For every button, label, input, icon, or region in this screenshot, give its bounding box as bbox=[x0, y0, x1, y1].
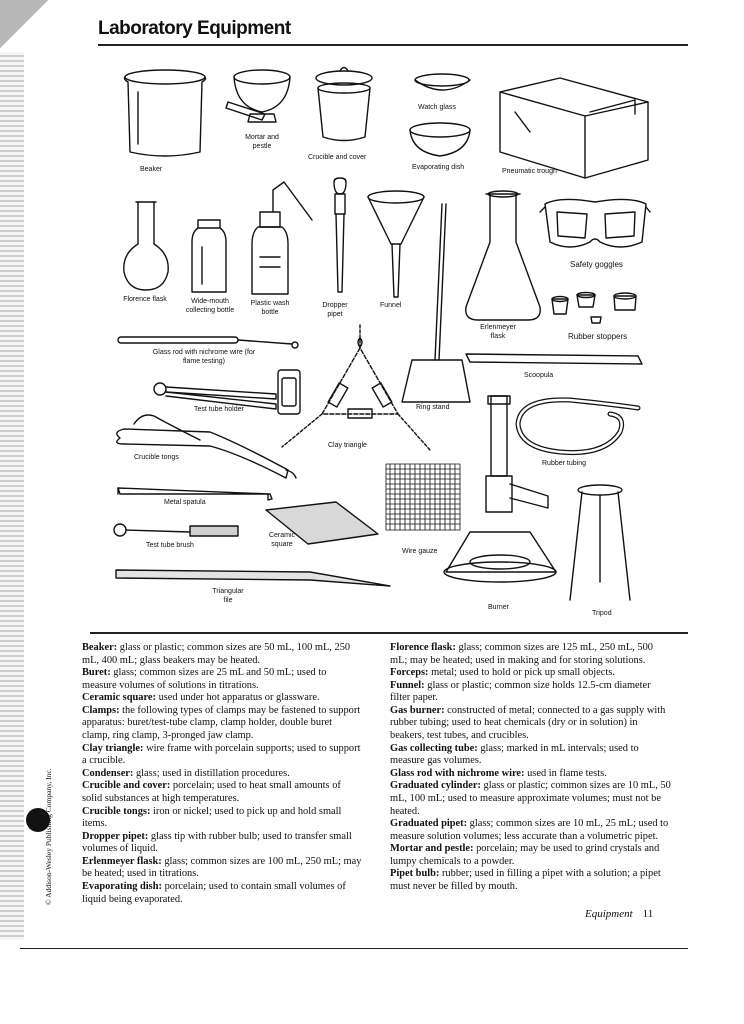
glossary-entry: Clamps: the following types of clamps may be fastened to support apparatus: buret/test-tube clamp, clamp holder, double buret clamp, ring clamp, 3-pronged jaw clamp. bbox=[82, 704, 361, 742]
clay-triangle-drawing bbox=[282, 324, 430, 450]
footer-section: Equipment bbox=[585, 908, 633, 920]
label-tripod: Tripod bbox=[592, 610, 612, 617]
wide-mouth-bottle-drawing bbox=[192, 220, 226, 292]
glossary-entry: Buret: glass; common sizes are 25 mL and 50 mL; used to measure volumes of solutions in titrations. bbox=[82, 667, 327, 691]
copyright-notice: © Addison-Wesley Publishing Company, Inc. bbox=[44, 768, 53, 905]
label-watch-glass: Watch glass bbox=[418, 104, 456, 111]
rubber-tubing-drawing bbox=[518, 400, 638, 453]
glossary-entry: Dropper pipet: glass tip with rubber bulb; used to transfer small volumes of liquid. bbox=[82, 830, 352, 855]
folded-corner bbox=[0, 0, 52, 52]
ring-stand-drawing bbox=[402, 204, 470, 402]
crucible-drawing bbox=[316, 68, 372, 141]
equipment-illustration bbox=[90, 52, 690, 624]
erlenmeyer-drawing bbox=[466, 191, 541, 320]
label-test-tube-holder: Test tube holder bbox=[194, 406, 244, 413]
burner-drawing bbox=[444, 396, 556, 582]
glossary-entry: Mortar and pestle: porcelain; may be used to grind crystals and lumpy chemicals to a powder. bbox=[390, 843, 660, 867]
label-mortar: Mortar and pestle bbox=[245, 134, 279, 150]
scoopula-drawing bbox=[466, 354, 642, 364]
glossary-entry: Crucible and cover: porcelain; used to heat small amounts of solid substances at high temperatures. bbox=[82, 780, 341, 804]
label-scoopula: Scoopula bbox=[524, 372, 554, 379]
glass-rod-drawing bbox=[118, 337, 298, 348]
label-crucible-tongs: Crucible tongs bbox=[134, 454, 179, 461]
glossary-entry: Gas collecting tube: glass; marked in mL intervals; used to measure gas volumes. bbox=[390, 742, 639, 767]
section-rule bbox=[90, 632, 688, 634]
label-crucible: Crucible and cover bbox=[308, 154, 367, 161]
label-evaporating-dish: Evaporating dish bbox=[412, 164, 465, 171]
label-triangular-file: Triangular file bbox=[212, 588, 244, 604]
beaker-drawing bbox=[124, 70, 205, 156]
label-florence-flask: Florence flask bbox=[123, 296, 167, 303]
label-funnel: Funnel bbox=[380, 302, 402, 309]
label-erlenmeyer: Erlenmeyer flask bbox=[480, 324, 516, 340]
glossary-entry: Ceramic square: used under hot apparatus or glassware. bbox=[82, 692, 320, 704]
glossary-entry: Crucible tongs: iron or nickel; used to pick up and hold small items. bbox=[82, 805, 342, 830]
glossary-entry: Forceps: metal; used to hold or pick up small objects. bbox=[390, 667, 615, 679]
stoppers-drawing bbox=[552, 293, 636, 324]
label-wire-gauze: Wire gauze bbox=[402, 548, 438, 555]
label-test-tube-brush: Test tube brush bbox=[146, 542, 194, 549]
glossary-entry: Beaker: glass or plastic; common sizes are 50 mL, 100 mL, 250 mL, 400 mL; glass beakers may be heated. bbox=[82, 642, 351, 666]
label-beaker: Beaker bbox=[140, 166, 163, 173]
page-footer bbox=[585, 908, 653, 920]
glossary-entry: Graduated pipet: glass; common sizes are 10 mL, 25 mL; used to measure solution volumes; less accurate than a volumetric pipet. bbox=[390, 818, 669, 842]
florence-flask-drawing bbox=[124, 202, 168, 290]
glossary-entry: Graduated cylinder: glass or plastic; common sizes are 10 mL, 50 mL, 100 mL; used to measure approximate volumes; must not be heated. bbox=[390, 780, 671, 817]
label-clay-triangle: Clay triangle bbox=[328, 442, 367, 449]
label-metal-spatula: Metal spatula bbox=[164, 499, 206, 506]
label-pneumatic-trough: Pneumatic trough bbox=[502, 168, 557, 175]
pneumatic-trough-drawing bbox=[500, 78, 648, 178]
label-goggles: Safety goggles bbox=[570, 260, 623, 269]
glossary-entry: Evaporating dish: porcelain; used to contain small volumes of liquid being evaporated. bbox=[82, 880, 346, 905]
mortar-drawing bbox=[226, 70, 290, 122]
page-title: Laboratory Equipment bbox=[98, 18, 291, 39]
test-tube-brush-drawing bbox=[114, 524, 238, 536]
glossary-entry: Condenser: glass; used in distillation procedures. bbox=[82, 767, 290, 779]
footer-page-number: 11 bbox=[642, 908, 654, 920]
scan-binding-edge bbox=[0, 0, 24, 940]
wire-gauze-drawing bbox=[386, 464, 460, 530]
page-bottom-edge bbox=[20, 948, 688, 949]
crucible-tongs-drawing bbox=[117, 415, 296, 478]
glossary-entry: Florence flask: glass; common sizes are 125 mL, 250 mL, 500 mL; may be heated; used in making and for storing solutions. bbox=[390, 642, 653, 666]
evaporating-dish-drawing bbox=[410, 123, 470, 156]
label-stoppers: Rubber stoppers bbox=[568, 332, 628, 341]
glossary-entry: Glass rod with nichrome wire: used in flame tests. bbox=[390, 767, 607, 779]
label-glass-rod: Glass rod with nichrome wire (for flame testing) bbox=[152, 349, 256, 365]
label-rubber-tubing: Rubber tubing bbox=[542, 460, 586, 467]
glossary-entry: Clay triangle: wire frame with porcelain supports; used to support a crucible. bbox=[82, 742, 361, 767]
watch-glass-drawing bbox=[415, 74, 470, 90]
triangular-file-drawing bbox=[116, 570, 390, 586]
glossary-entry: Pipet bulb: rubber; used in filling a pipet with a solution; a pipet must never be filled by mouth. bbox=[390, 868, 661, 892]
label-burner: Burner bbox=[488, 604, 510, 611]
wash-bottle-drawing bbox=[252, 182, 312, 294]
funnel-drawing bbox=[368, 191, 424, 297]
label-wide-mouth: Wide-mouth collecting bottle bbox=[185, 298, 235, 314]
label-wash-bottle: Plastic wash bottle bbox=[250, 300, 290, 316]
goggles-drawing bbox=[540, 199, 650, 247]
glossary-right-column bbox=[390, 642, 672, 894]
label-ring-stand: Ring stand bbox=[416, 404, 450, 411]
glossary-entry: Funnel: glass or plastic; common size holds 12.5-cm diameter filter paper. bbox=[390, 679, 651, 704]
dropper-drawing bbox=[334, 178, 346, 292]
label-dropper: Dropper pipet bbox=[322, 302, 348, 318]
tripod-drawing bbox=[570, 485, 630, 600]
title-rule bbox=[98, 44, 688, 46]
glossary-entry: Gas burner: constructed of metal; connected to a gas supply with rubber tubing; used to heat chemicals (dry or in solution) in beakers, test tubes, and crucibles. bbox=[390, 704, 666, 742]
glossary-left-column bbox=[82, 642, 362, 906]
glossary-entry: Erlenmeyer flask: glass; common sizes are 100 mL, 250 mL; may be heated; used in titrations. bbox=[82, 855, 362, 880]
label-ceramic-square: Ceramic square bbox=[268, 532, 296, 548]
